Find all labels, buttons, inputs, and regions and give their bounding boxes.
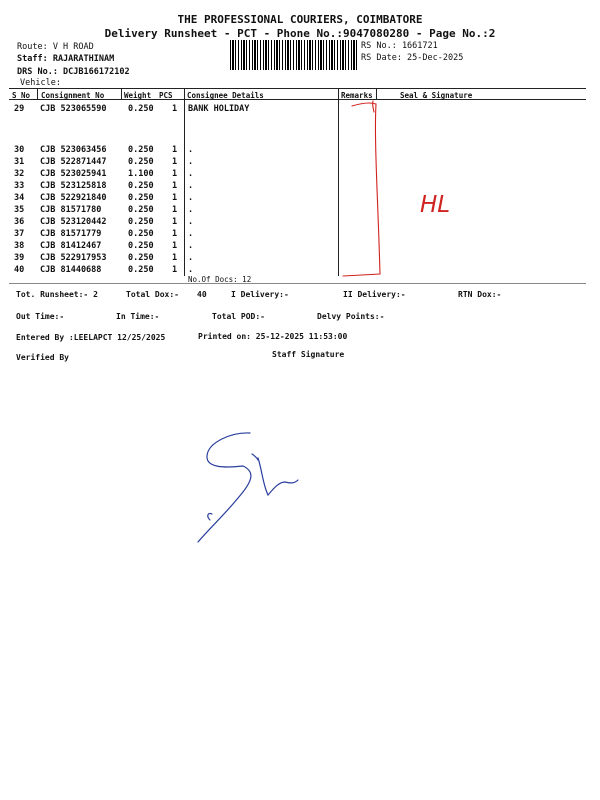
col-header-pcs: PCS xyxy=(159,91,173,100)
row-pcs: 1 xyxy=(172,217,178,227)
rtn-dox: RTN Dox:- xyxy=(458,290,502,299)
row-consignee-details: BANK HOLIDAY xyxy=(188,104,250,114)
row-consignment-no: CJB 522921840 xyxy=(40,193,107,203)
runsheet-title: Delivery Runsheet - PCT - Phone No.:9047080280 - Page No.:2 xyxy=(104,27,496,40)
col-header-consignment: Consignment No xyxy=(41,91,105,100)
row-sno: 29 xyxy=(14,104,25,114)
row-pcs: 1 xyxy=(172,265,178,275)
row-consignment-no: CJB 523065590 xyxy=(40,104,107,114)
row-sno: 32 xyxy=(14,169,25,179)
route-label: Route: V H ROAD xyxy=(17,42,94,52)
verified-by: Verified By xyxy=(16,353,69,362)
row-pcs: 1 xyxy=(172,145,178,155)
row-pcs: 1 xyxy=(172,241,178,251)
total-pod: Total POD:- xyxy=(212,312,265,321)
row-pcs: 1 xyxy=(172,104,178,114)
row-consignment-no: CJB 81440688 xyxy=(40,265,102,275)
delvy-points: Delvy Points:- xyxy=(317,312,385,321)
col-header-weight: Weight xyxy=(124,91,152,100)
row-consignee-details: . xyxy=(188,253,194,263)
rs-date: RS Date: 25-Dec-2025 xyxy=(361,53,464,63)
row-consignment-no: CJB 81571780 xyxy=(40,205,102,215)
col-header-sno: S No xyxy=(12,91,31,100)
row-sno: 37 xyxy=(14,229,25,239)
row-weight: 0.250 xyxy=(128,253,154,263)
row-consignment-no: CJB 81571779 xyxy=(40,229,102,239)
row-weight: 0.250 xyxy=(128,193,154,203)
row-weight: 0.250 xyxy=(128,157,154,167)
remarks-bracket-mark xyxy=(343,101,380,276)
row-consignee-details: . xyxy=(188,205,194,215)
staff-signature-label: Staff Signature xyxy=(272,350,345,359)
printed-on: Printed on: 25-12-2025 11:53:00 xyxy=(198,332,348,341)
row-weight: 0.250 xyxy=(128,181,154,191)
tot-runsheet: Tot. Runsheet:- 2 xyxy=(16,290,98,299)
col-header-consignee: Consignee Details xyxy=(187,91,264,100)
vehicle-label: Vehicle: xyxy=(20,78,61,88)
staff-signature-ink xyxy=(198,433,298,542)
row-weight: 0.250 xyxy=(128,205,154,215)
row-consignee-details: . xyxy=(188,229,194,239)
col-header-seal: Seal & Signature xyxy=(400,91,473,100)
row-pcs: 1 xyxy=(172,229,178,239)
drs-number: DRS No.: DCJB166172102 xyxy=(17,67,130,77)
row-weight: 0.250 xyxy=(128,265,154,275)
row-sno: 36 xyxy=(14,217,25,227)
row-sno: 39 xyxy=(14,253,25,263)
company-name: THE PROFESSIONAL COURIERS, COIMBATORE xyxy=(177,13,423,26)
total-dox-value: 40 xyxy=(197,290,207,299)
entered-by: Entered By :LEELAPCT 12/25/2025 xyxy=(16,333,166,342)
row-consignment-no: CJB 523125818 xyxy=(40,181,107,191)
row-pcs: 1 xyxy=(172,253,178,263)
i-delivery: I Delivery:- xyxy=(231,290,289,299)
row-consignment-no: CJB 523120442 xyxy=(40,217,107,227)
handwritten-remark: HL xyxy=(420,192,451,218)
row-weight: 0.250 xyxy=(128,229,154,239)
row-consignee-details: . xyxy=(188,265,194,275)
row-consignment-no: CJB 523063456 xyxy=(40,145,107,155)
rs-number: RS No.: 1661721 xyxy=(361,41,438,51)
row-weight: 0.250 xyxy=(128,145,154,155)
row-consignee-details: . xyxy=(188,169,194,179)
row-weight: 0.250 xyxy=(128,241,154,251)
row-consignee-details: . xyxy=(188,193,194,203)
row-sno: 34 xyxy=(14,193,25,203)
row-pcs: 1 xyxy=(172,169,178,179)
row-consignee-details: . xyxy=(188,181,194,191)
in-time: In Time:- xyxy=(116,312,160,321)
row-sno: 31 xyxy=(14,157,25,167)
row-consignment-no: CJB 523025941 xyxy=(40,169,107,179)
no-of-docs: No.Of Docs: 12 xyxy=(188,275,252,284)
row-sno: 38 xyxy=(14,241,25,251)
row-consignee-details: . xyxy=(188,157,194,167)
row-sno: 33 xyxy=(14,181,25,191)
row-consignment-no: CJB 522871447 xyxy=(40,157,107,167)
row-weight: 0.250 xyxy=(128,104,154,114)
row-weight: 1.100 xyxy=(128,169,154,179)
row-consignment-no: CJB 522917953 xyxy=(40,253,107,263)
row-consignment-no: CJB 81412467 xyxy=(40,241,102,251)
row-pcs: 1 xyxy=(172,157,178,167)
row-sno: 35 xyxy=(14,205,25,215)
row-pcs: 1 xyxy=(172,193,178,203)
row-pcs: 1 xyxy=(172,181,178,191)
col-header-remarks: Remarks xyxy=(341,91,373,100)
row-consignee-details: . xyxy=(188,217,194,227)
row-weight: 0.250 xyxy=(128,217,154,227)
row-consignee-details: . xyxy=(188,241,194,251)
row-pcs: 1 xyxy=(172,205,178,215)
row-sno: 40 xyxy=(14,265,25,275)
total-dox-label: Total Dox:- xyxy=(126,290,179,299)
row-consignee-details: . xyxy=(188,145,194,155)
staff-label: Staff: RAJARATHINAM xyxy=(17,54,115,64)
row-sno: 30 xyxy=(14,145,25,155)
ii-delivery: II Delivery:- xyxy=(343,290,406,299)
out-time: Out Time:- xyxy=(16,312,65,321)
